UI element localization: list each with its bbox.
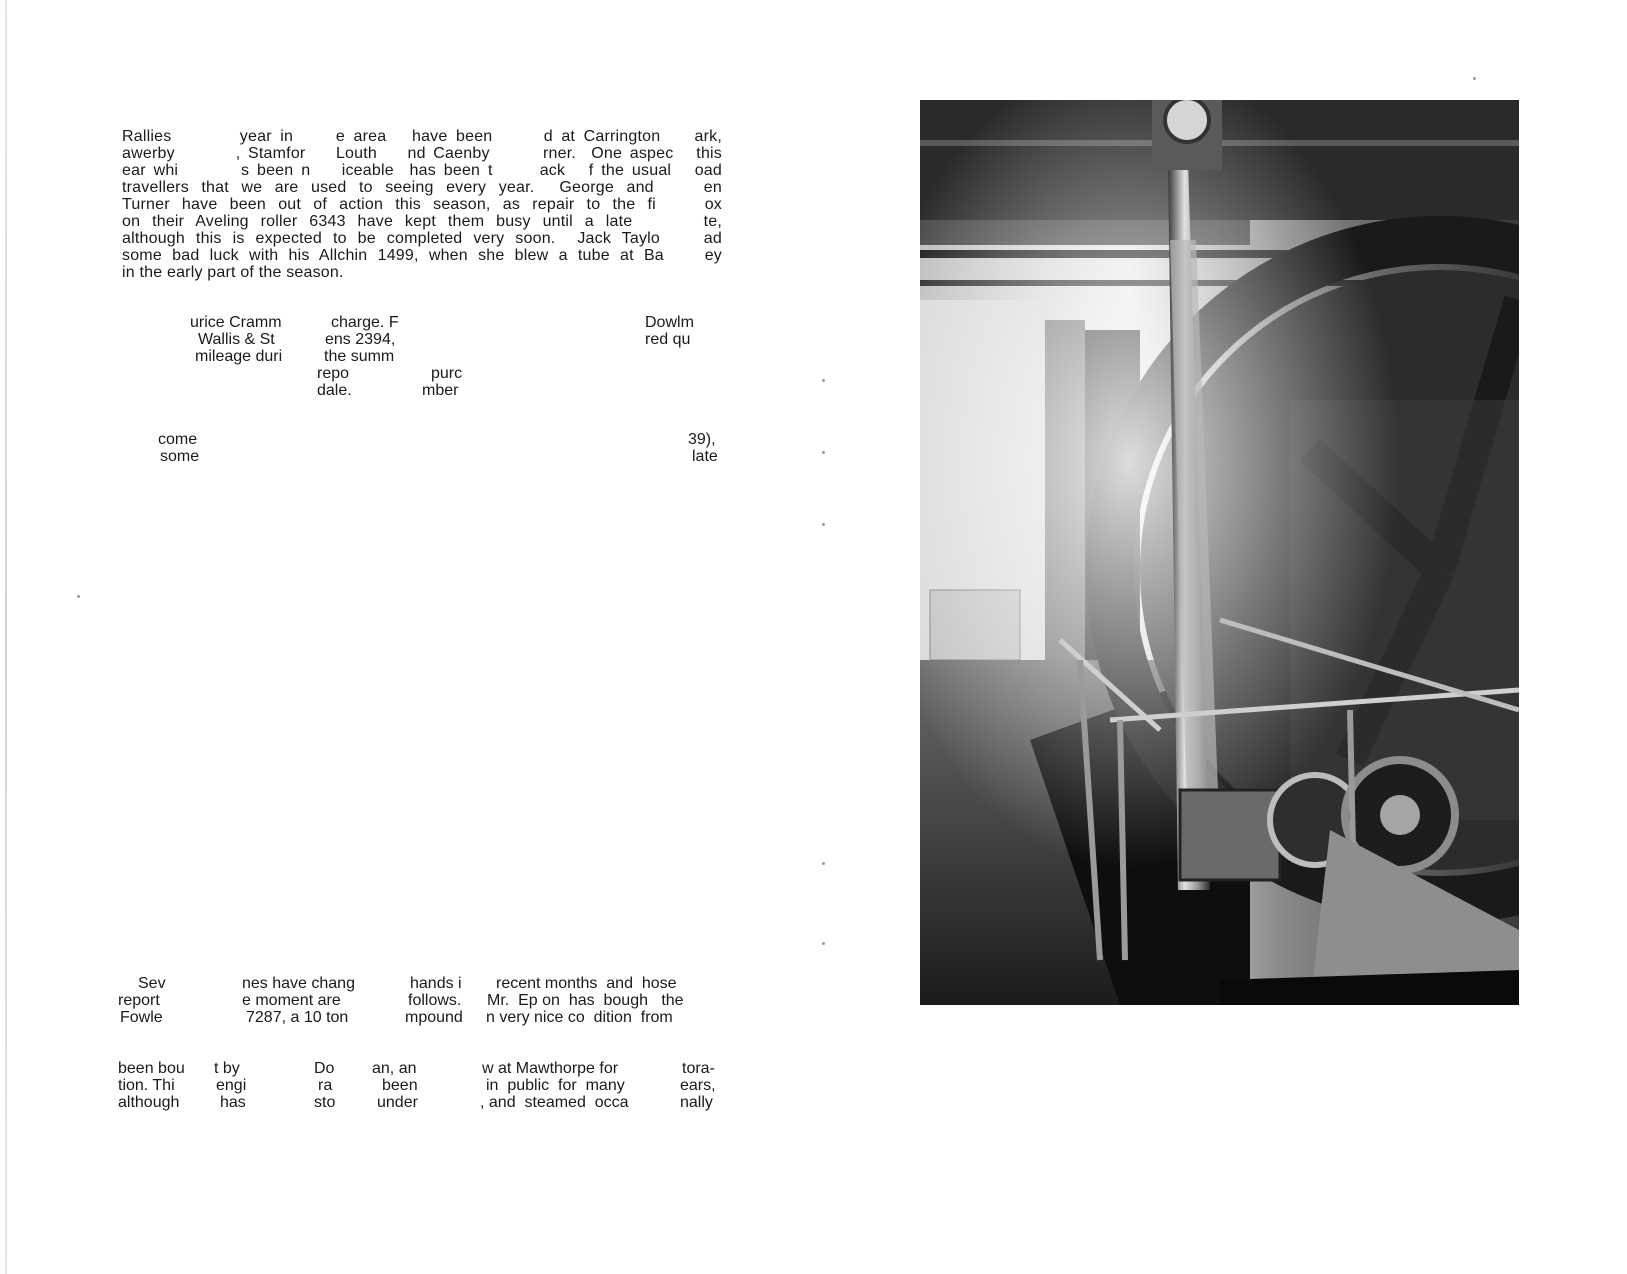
text-fragment: an, an (372, 1060, 417, 1077)
scan-speck (77, 595, 80, 598)
text-fragment: engi (216, 1077, 247, 1094)
text-fragment: recent months and hose (496, 975, 677, 992)
text-fragment: Mr. Ep on has bough the (487, 992, 684, 1009)
text-line: awerby , Stamfor Louth nd Caenby rner. One aspec this (122, 145, 722, 162)
text-fragment: repo (317, 365, 350, 382)
text-fragment: has (220, 1094, 246, 1111)
scan-speck (822, 942, 825, 945)
scan-speck (822, 379, 825, 382)
text-line: although this is expected to be completed very soon. Jack Taylo ad (122, 230, 722, 247)
text-fragment: nes have chang (242, 975, 355, 992)
text-fragment: purc (431, 365, 463, 382)
text-fragment: red qu (645, 331, 691, 348)
text-fragment: 7287, a 10 ton (246, 1009, 349, 1026)
text-fragment: hands i (410, 975, 462, 992)
text-fragment: under (377, 1094, 418, 1111)
text-fragment: tora- (682, 1060, 715, 1077)
text-fragment: follows. (408, 992, 462, 1009)
text-fragment: the summ (324, 348, 395, 365)
text-fragment: , and steamed occa (480, 1094, 629, 1111)
text-fragment: Sev (138, 975, 166, 992)
text-fragment: report (118, 992, 160, 1009)
text-fragment: Wallis & St (198, 331, 275, 348)
text-fragment: although (118, 1094, 180, 1111)
text-fragment: nally (680, 1094, 713, 1111)
text-fragment: mileage duri (195, 348, 283, 365)
text-line: ear whi s been n iceable has been t ack f the usual oad (122, 162, 722, 179)
text-line: in the early part of the season. (122, 264, 344, 281)
text-fragment: 39), (688, 431, 716, 448)
text-line: on their Aveling roller 6343 have kept them busy until a late te, (122, 213, 722, 230)
text-fragment: ens 2394, (325, 331, 396, 348)
scan-speck (822, 523, 825, 526)
text-fragment: Dowlm (645, 314, 694, 331)
text-fragment: some (160, 448, 200, 465)
steam-engine-photo (920, 100, 1519, 1005)
text-fragment: mber (422, 382, 459, 399)
text-fragment: come (158, 431, 198, 448)
text-line: Turner have been out of action this season, as repair to the fi ox (122, 196, 722, 213)
scan-speck (822, 862, 825, 865)
text-fragment: urice Cramm (190, 314, 282, 331)
text-fragment: mpound (405, 1009, 463, 1026)
text-line: travellers that we are used to seeing every year. George and en (122, 179, 722, 196)
text-fragment: in public for many (486, 1077, 625, 1094)
text-fragment: been (382, 1077, 418, 1094)
text-fragment: tion. Thi (118, 1077, 175, 1094)
scan-speck (1473, 77, 1476, 80)
text-line: some bad luck with his Allchin 1499, when she blew a tube at Ba ey (122, 247, 722, 264)
scan-speck (822, 451, 825, 454)
text-fragment: sto (314, 1094, 336, 1111)
text-fragment: Fowle (120, 1009, 163, 1026)
text-fragment: Do (314, 1060, 335, 1077)
steam-engine-illustration (920, 100, 1519, 1005)
page-binding-edge (5, 0, 7, 1274)
text-fragment: w at Mawthorpe for (482, 1060, 619, 1077)
text-fragment: n very nice co dition from (486, 1009, 673, 1026)
text-fragment: e moment are (242, 992, 341, 1009)
text-fragment: t by (214, 1060, 240, 1077)
text-fragment: ears, (680, 1077, 716, 1094)
text-fragment: ra (318, 1077, 333, 1094)
text-fragment: charge. F (331, 314, 399, 331)
text-line: Rallies year in e area have been d at Carrington ark, (122, 128, 722, 145)
text-fragment: been bou (118, 1060, 185, 1077)
text-fragment: dale. (317, 382, 352, 399)
text-fragment: late (692, 448, 718, 465)
